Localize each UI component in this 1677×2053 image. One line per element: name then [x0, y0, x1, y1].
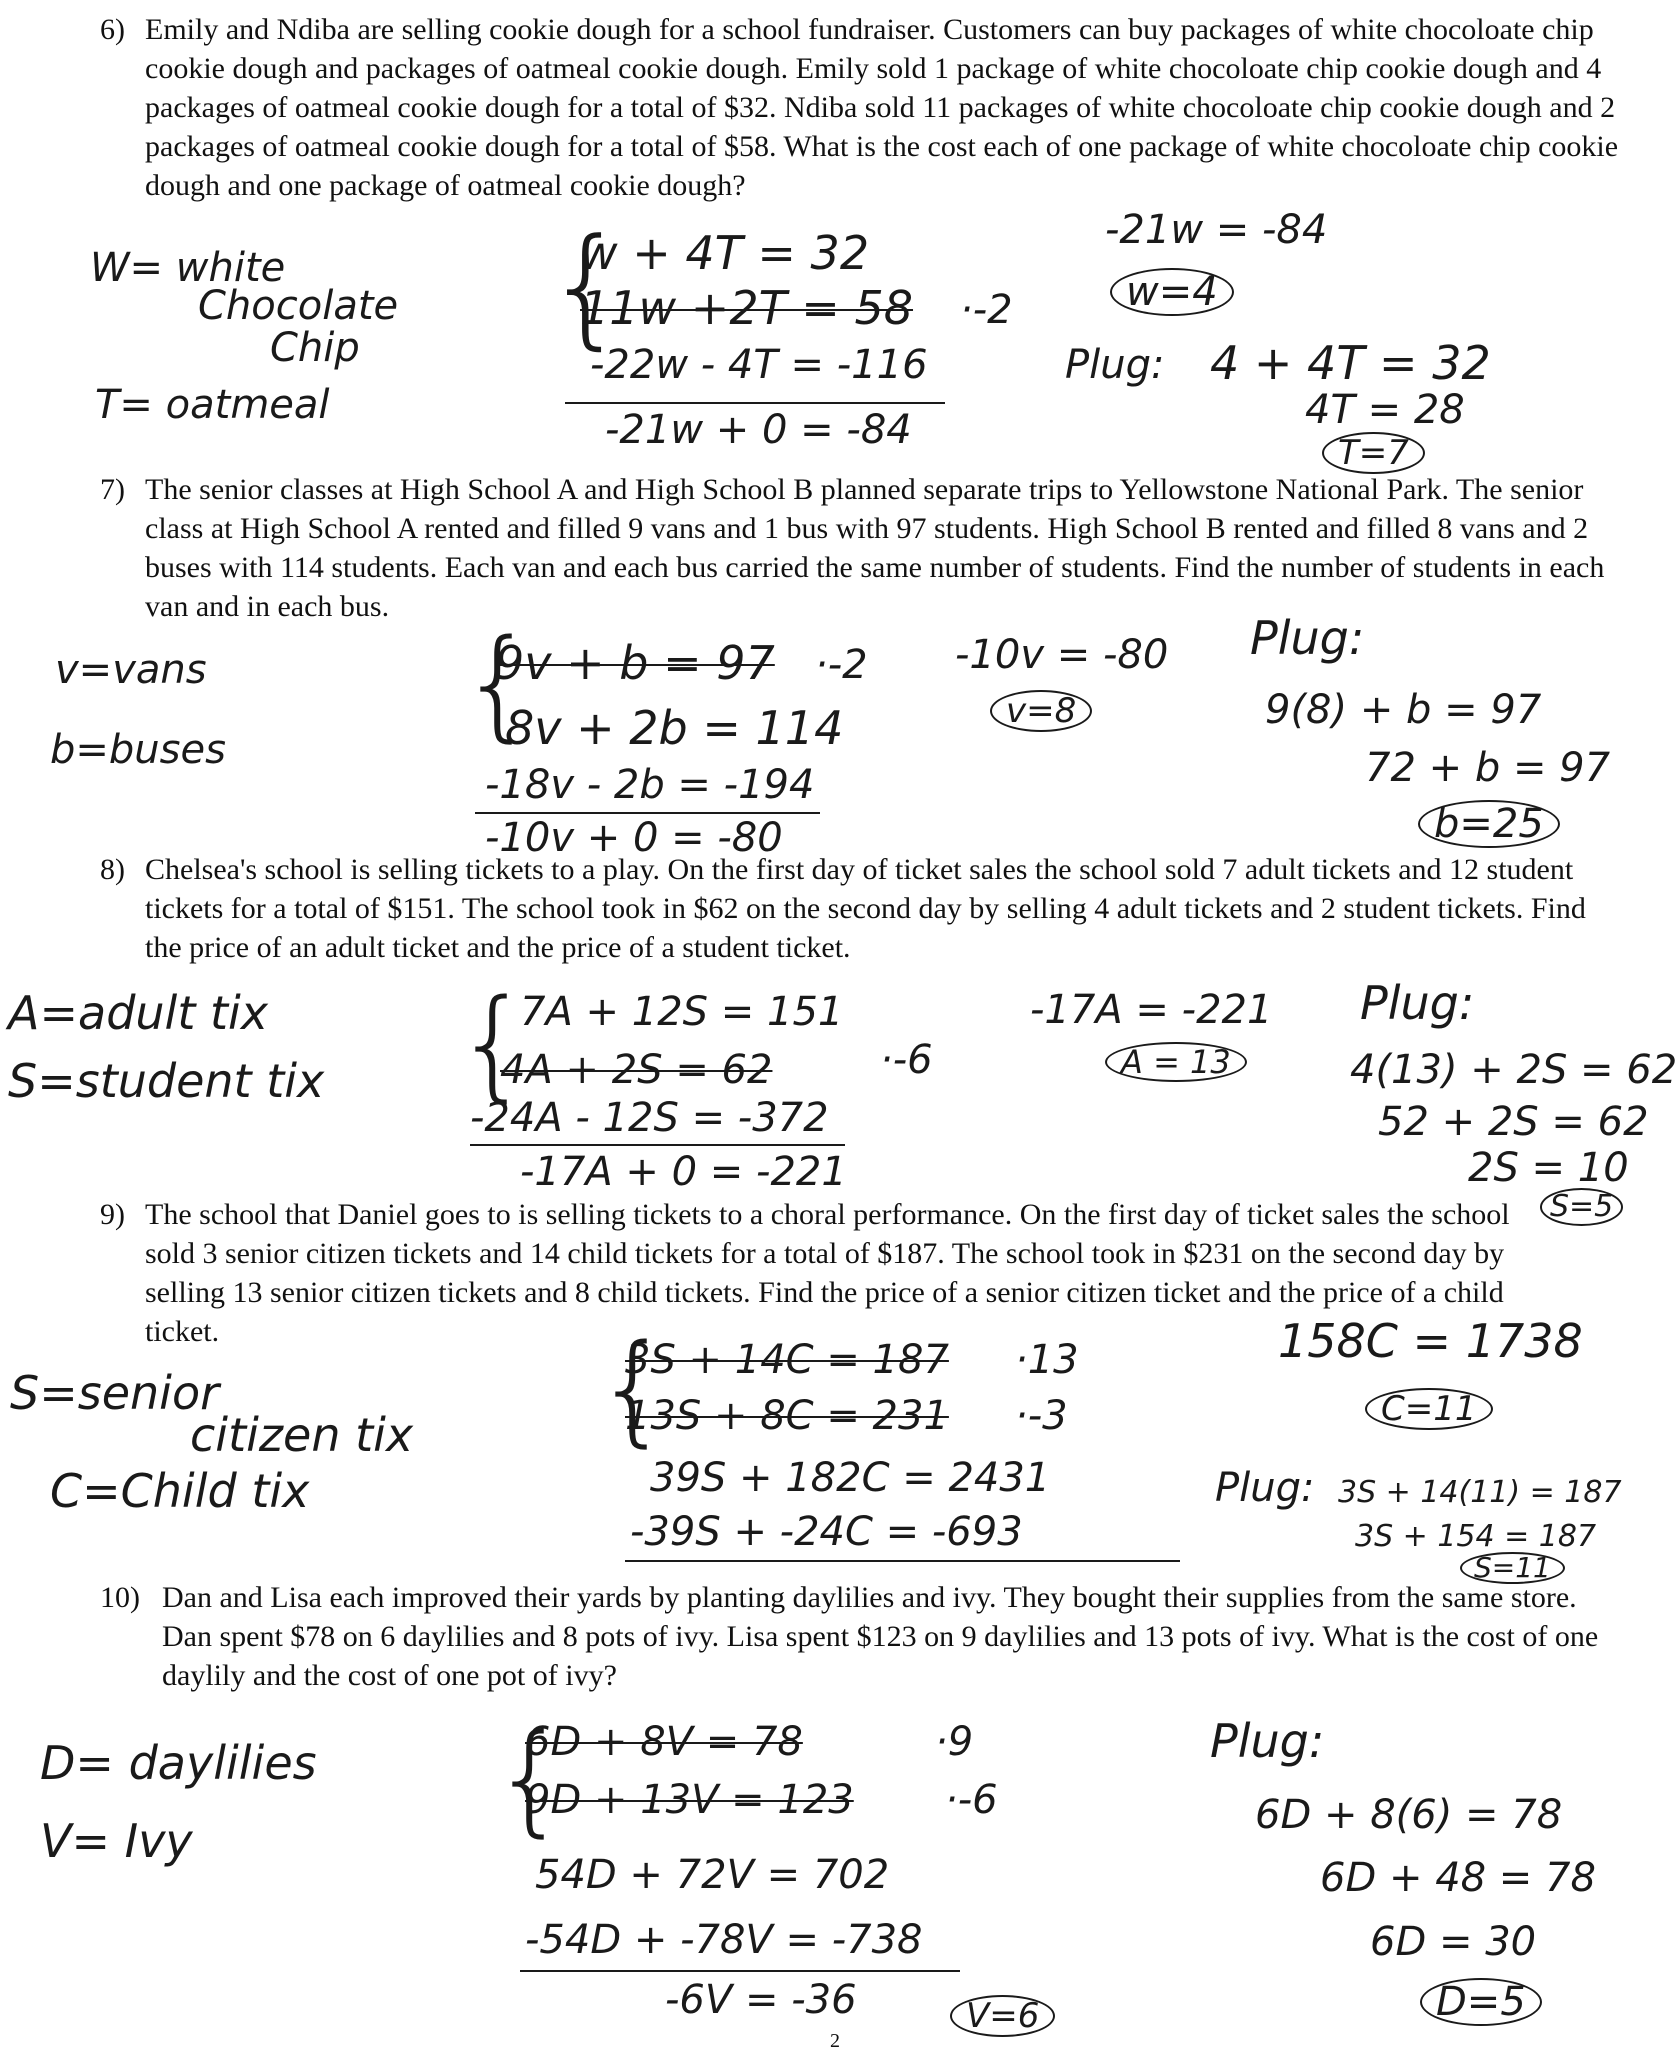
multiplier: ·-2 [815, 642, 868, 688]
equation: 52 + 2S = 62 [1378, 1099, 1649, 1145]
equation: -21w = -84 [1105, 207, 1328, 253]
brace-icon: { [460, 615, 537, 754]
equation: 6D = 30 [1370, 1919, 1537, 1965]
answer-circle: w=4 [1110, 268, 1234, 316]
variable-definition: Chip [270, 325, 360, 371]
problem-number: 6) [100, 13, 125, 46]
equation: 2S = 10 [1468, 1145, 1629, 1191]
problem-number: 7) [100, 473, 125, 506]
problem-10 [100, 1578, 1620, 1703]
equation: w + 4T = 32 [580, 226, 870, 280]
multiplier: ·13 [1015, 1337, 1079, 1383]
equation: 39S + 182C = 2431 [650, 1455, 1051, 1501]
sum-line [475, 812, 820, 814]
variable-definition: A=adult tix [8, 986, 269, 1040]
equation: -6V = -36 [665, 1977, 857, 2023]
equation: -24A - 12S = -372 [470, 1095, 829, 1141]
answer-circle: S=11 [1460, 1552, 1565, 1584]
equation: -21w + 0 = -84 [605, 407, 912, 453]
equation: -17A + 0 = -221 [520, 1149, 847, 1195]
brace-icon: { [492, 1710, 569, 1849]
equation: 54D + 72V = 702 [535, 1852, 890, 1898]
equation: 6D + 8(6) = 78 [1255, 1792, 1563, 1838]
equation: -39S + -24C = -693 [630, 1509, 1023, 1555]
brace-icon: { [545, 210, 628, 362]
equation: -22w - 4T = -116 [590, 342, 928, 388]
equation: -18v - 2b = -194 [485, 762, 815, 808]
brace-icon: { [455, 975, 532, 1114]
sum-line [625, 1560, 1180, 1562]
plug-label: Plug: [1065, 342, 1165, 388]
multiplier: ·-3 [1015, 1393, 1068, 1439]
variable-definition: T= oatmeal [95, 382, 330, 428]
equation: 3S + 154 = 187 [1355, 1519, 1597, 1554]
plug-label: Plug: [1210, 1714, 1325, 1768]
plug-label: Plug: [1360, 976, 1475, 1030]
answer-circle: v=8 [990, 690, 1092, 732]
equation: 4(13) + 2S = 62 [1350, 1047, 1677, 1093]
plug-label: Plug: [1250, 611, 1365, 665]
equation: 9(8) + b = 97 [1265, 687, 1542, 733]
answer-circle: S=5 [1540, 1188, 1623, 1226]
sum-line [520, 1970, 960, 1972]
problem-8 [100, 850, 1620, 975]
variable-definition: D= daylilies [40, 1736, 317, 1790]
problem-text: Dan and Lisa each improved their yards by planting daylilies and ivy. They bought their supplies from the same store. Dan spent $78 on 6 daylilies and 8 pots of ivy. Lisa spent $123 on 9 daylilies and 13 pots of ivy. What is the cost of one daylily and the cost of one pot of ivy? [162, 1581, 1599, 1692]
equation: -17A = -221 [1030, 987, 1273, 1033]
equation: 4T = 28 [1305, 387, 1465, 433]
answer-circle: C=11 [1365, 1388, 1493, 1430]
equation: 8v + 2b = 114 [505, 701, 844, 755]
sum-line [470, 1144, 845, 1146]
problem-number: 10) [100, 1581, 140, 1614]
plug-label: Plug: [1215, 1465, 1315, 1511]
equation: 6D + 48 = 78 [1320, 1855, 1596, 1901]
equation: 9D + 13V = 123 [525, 1777, 854, 1823]
multiplier: ·9 [935, 1719, 974, 1765]
problem-text: Chelsea's school is selling tickets to a play. On the first day of ticket sales the school sold 7 adult tickets and 12 student tickets for a total of $151. The school took in $62 on the second day by selling 4 adult tickets and 2 student tickets. Find the price of an adult ticket and the price of a student ticket. [145, 853, 1586, 964]
problem-number: 8) [100, 853, 125, 886]
problem-7 [100, 470, 1620, 630]
equation: 4A + 2S = 62 [500, 1047, 773, 1093]
variable-definition: citizen tix [190, 1408, 414, 1462]
answer-circle: D=5 [1420, 1978, 1542, 2026]
variable-definition: Chocolate [198, 283, 399, 329]
answer-circle: V=6 [950, 1995, 1055, 2037]
answer-circle: T=7 [1322, 432, 1425, 474]
equation: 9v + b = 97 [495, 636, 775, 690]
multiplier: ·-6 [945, 1777, 998, 1823]
problem-number: 9) [100, 1198, 125, 1231]
equation: 72 + b = 97 [1365, 745, 1611, 791]
variable-definition: W= white [90, 245, 286, 291]
equation: 158C = 1738 [1278, 1314, 1583, 1368]
variable-definition: C=Child tix [50, 1464, 310, 1518]
multiplier: ·-2 [960, 287, 1013, 333]
equation: 3S + 14(11) = 187 [1338, 1475, 1622, 1510]
equation: -54D + -78V = -738 [525, 1917, 923, 1963]
equation: 7A + 12S = 151 [520, 989, 844, 1035]
equation: -10v + 0 = -80 [485, 815, 783, 861]
variable-definition: S=senior [10, 1366, 219, 1420]
equation: 4 + 4T = 32 [1210, 336, 1491, 390]
problem-text: The senior classes at High School A and High School B planned separate trips to Yellowstone National Park. The senior class at High School A rented and filled 9 vans and 1 bus with 97 students. High School B rented and filled 8 vans and 2 buses with 114 students. Each van and each bus carried the same number of students. Find the number of students in each van and in each bus. [145, 473, 1605, 623]
variable-definition: S=student tix [8, 1054, 325, 1108]
variable-definition: V= Ivy [40, 1814, 193, 1868]
sum-line [565, 402, 945, 404]
equation: 6D + 8V = 78 [525, 1719, 803, 1765]
variable-definition: b=buses [50, 727, 226, 773]
equation: 11w +2T = 58 [580, 281, 914, 335]
equation: 3S + 14C = 187 [625, 1337, 949, 1383]
problem-6 [100, 10, 1620, 240]
answer-circle: A = 13 [1105, 1042, 1247, 1082]
equation: -10v = -80 [955, 632, 1169, 678]
problem-text: Emily and Ndiba are selling cookie dough for a school fundraiser. Customers can buy packages of white chocoloate chip cookie dough and packages of oatmeal cookie dough. Emily sold 1 package of white chocoloate chip cookie dough and 4 packages of oatmeal cookie dough for a total of $32. Ndiba sold 11 packages of white chocoloate chip cookie dough and 2 packages of oatmeal cookie dough for a total of $58. What is the cost each of one package of white chocoloate chip cookie dough and one package of oatmeal cookie dough? [145, 13, 1619, 202]
variable-definition: v=vans [55, 647, 207, 693]
brace-icon: { [595, 1320, 672, 1459]
problem-text: The school that Daniel goes to is selling tickets to a choral performance. On the first day of ticket sales the school sold 3 senior citizen tickets and 14 child tickets for a total of $187. The school took in $231 on the second day by selling 13 senior citizen tickets and 8 child tickets. Find the price of a senior citizen ticket and the price of a child ticket. [145, 1198, 1510, 1348]
multiplier: ·-6 [880, 1037, 933, 1083]
page-number: 2 [830, 2030, 840, 2052]
equation: 13S + 8C = 231 [625, 1393, 949, 1439]
answer-circle: b=25 [1418, 800, 1560, 848]
